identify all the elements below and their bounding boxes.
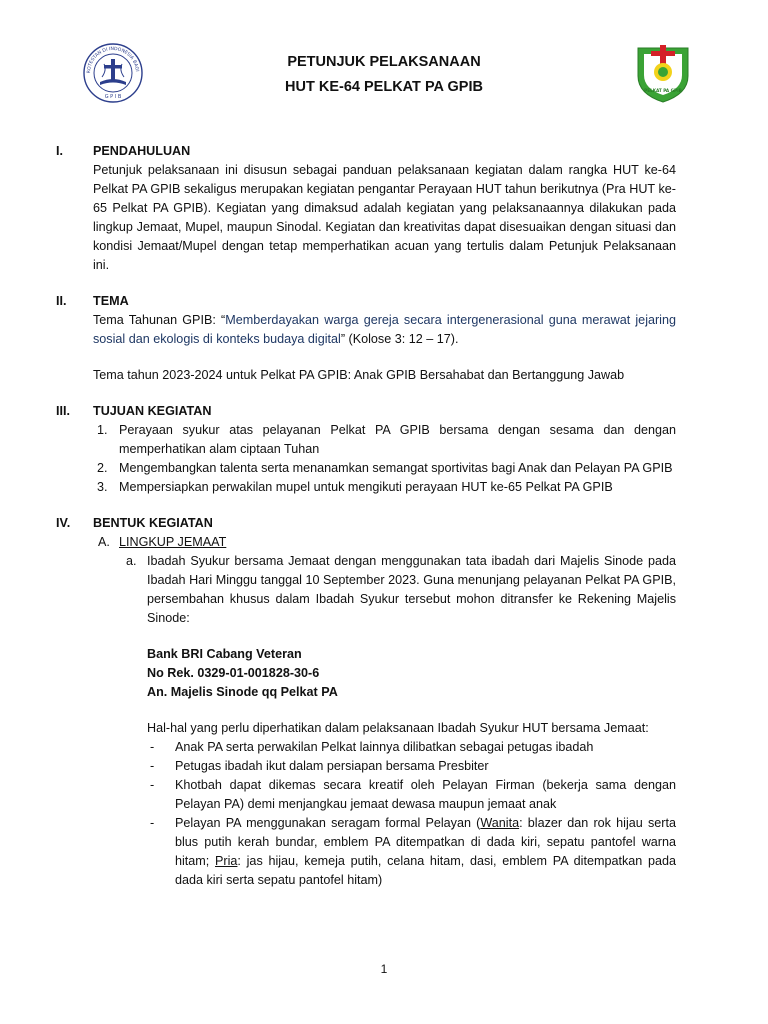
section-tujuan-kegiatan [56,402,676,497]
list-item: 2. Mengembangkan talenta serta menanamkan semangat sportivitas bagi Anak dan Pelayan PA GPIB [97,461,673,475]
notes-list [147,738,676,890]
notes-intro: Hal-hal yang perlu diperhatikan dalam pelaksanaan Ibadah Syukur HUT bersama Jemaat: [147,721,649,735]
list-item: - Khotbah dapat dikemas secara kreatif oleh Pelayan Firman (bekerja sama dengan Pelayan PA) demi menjangkau jemaat dewasa maupun jemaat anak [150,778,676,811]
list-item: 3. Mempersiapkan perwakilan mupel untuk mengikuti perayaan HUT ke-65 Pelkat PA GPIB [97,480,613,494]
list-item: - Petugas ibadah ikut dalam persiapan bersama Presbiter [150,759,489,773]
section-paragraph: Petunjuk pelaksanaan ini disusun sebagai panduan pelaksanaan kegiatan dalam rangka HUT ke-64 Pelkat PA GPIB sekaligus merupakan kegiatan pengantar Perayaan HUT tahun berikutnya (Pra HUT ke-65 Pelkat PA GPIB). Kegiatan yang dimaksud adalah kegiatan yang pelaksanaannya dilakukan pada lingkup Jemaat, Mupel, maupun Sinodal. Kegiatan dan kreativitas dapat disesuaikan dengan situasi dan kondisi Jemaat/Mupel dengan tetap memperhatikan acuan yang tertulis dalam Petunjuk Pelaksanaan ini. [93,163,676,272]
subsection-lingkup-jemaat: A. LINGKUP JEMAAT [98,535,227,549]
list-item: - Pelayan PA menggunakan seragam formal Pelayan (Wanita: blazer dan rok hijau serta blus putih kerah bundar, emblem PA ditempatkan di dada kiri, sepatu pantofel warna hitam; Pria: jas hijau, kemeja putih, celana hitam, dasi, emblem PA ditempatkan pada dada kiri serta sepatu pantofel hitam) [150,816,676,887]
objectives-list [93,421,676,497]
subsection-title: LINGKUP JEMAAT [119,535,227,549]
section-number: II. [56,294,67,308]
svg-text:PELKAT PA GPIB: PELKAT PA GPIB [644,88,682,93]
document-title: PETUNJUK PELAKSANAAN [287,54,481,70]
bank-account: No Rek. 0329-01-001828-30-6 [147,666,320,680]
section-title: TUJUAN KEGIATAN [93,404,212,418]
svg-text:GEREJA PROTESTAN DI INDONESIA: ROTESTAN DI INDONESIA BAGI [86,46,139,74]
theme-quote: Memberdayakan warga gereja secara intergenerasional guna merawat jejaring sosial dan ekologis di konteks budaya digital [93,313,676,346]
list-item: - Anak PA serta perwakilan Pelkat lainnya dilibatkan sebagai petugas ibadah [150,740,594,754]
bank-holder: An. Majelis Sinode qq Pelkat PA [147,685,338,699]
pa-theme: Tema tahun 2023-2024 untuk Pelkat PA GPIB: Anak GPIB Bersahabat dan Bertanggung Jawab [93,368,625,382]
annual-theme: Tema Tahunan GPIB: “Memberdayakan warga gereja secara intergenerasional guna merawat jejaring sosial dan ekologis di konteks budaya digital” (Kolose 3: 12 – 17). [93,313,676,346]
section-number: IV. [56,516,71,530]
section-number: I. [56,144,63,158]
section-number: III. [56,404,70,418]
section-pendahuluan [56,142,676,275]
section-title: TEMA [93,294,129,308]
bank-name: Bank BRI Cabang Veteran [147,647,302,661]
section-title: BENTUK KEGIATAN [93,516,213,530]
svg-text:G P I B: G P I B [104,94,122,100]
section-bentuk-kegiatan [56,514,676,890]
activity-description: Ibadah Syukur bersama Jemaat dengan menggunakan tata ibadah dari Majelis Sinode pada Ibadah Hari Minggu tanggal 10 September 2023. Guna menunjang pelayanan Pelkat PA GPIB, persembahan khusus dalam Ibadah Syukur tersebut mohon ditransfer ke Rekening Majelis Sinode: [147,554,676,625]
section-tema [56,292,676,385]
activity-item: a. Ibadah Syukur bersama Jemaat dengan menggunakan tata ibadah dari Majelis Sinode pada Ibadah Hari Minggu tanggal 10 September 2023. Guna menunjang pelayanan Pelkat PA GPIB, persembahan khusus dalam Ibadah Syukur tersebut mohon ditransfer ke Rekening Majelis Sinode: Bank BRI Cabang Veteran No Rek. 0329-01-001828-30-6 An. Majelis Sinode qq Pelkat PA Hal-hal yang perlu diperhatikan dalam pelaksanaan Ibadah Syukur HUT bersama Jemaat: - Anak PA serta perwakilan Pelkat lainnya dilibatkan sebagai petugas ibadah - Petugas ibadah ikut dalam persiapan bersama Presbiter - Khotbah dapat dikemas secara kreatif oleh Pelayan Firman (bekerja sama dengan Pelayan PA) demi menjangkau jemaat dewasa maupun jemaat anak - Pelayan PA menggunakan seragam formal Pelayan (Wanita: blazer dan rok hijau serta blus putih kerah bundar, emblem PA ditempatkan di dada kiri, sepatu pantofel warna hitam; Pria: jas hijau, kemeja putih, celana hitam, dasi, emblem PA ditempatkan pada dada kiri serta sepatu pantofel hitam) [93,552,676,890]
section-title: PENDAHULUAN [93,144,191,158]
page-number: 1 [380,962,388,976]
document-body [56,142,676,890]
document-subtitle: HUT KE-64 PELKAT PA GPIB [285,79,483,95]
list-item: 1. Perayaan syukur atas pelayanan Pelkat PA GPIB bersama dengan sesama dan dengan memperhatikan alam ciptaan Tuhan [97,423,676,456]
